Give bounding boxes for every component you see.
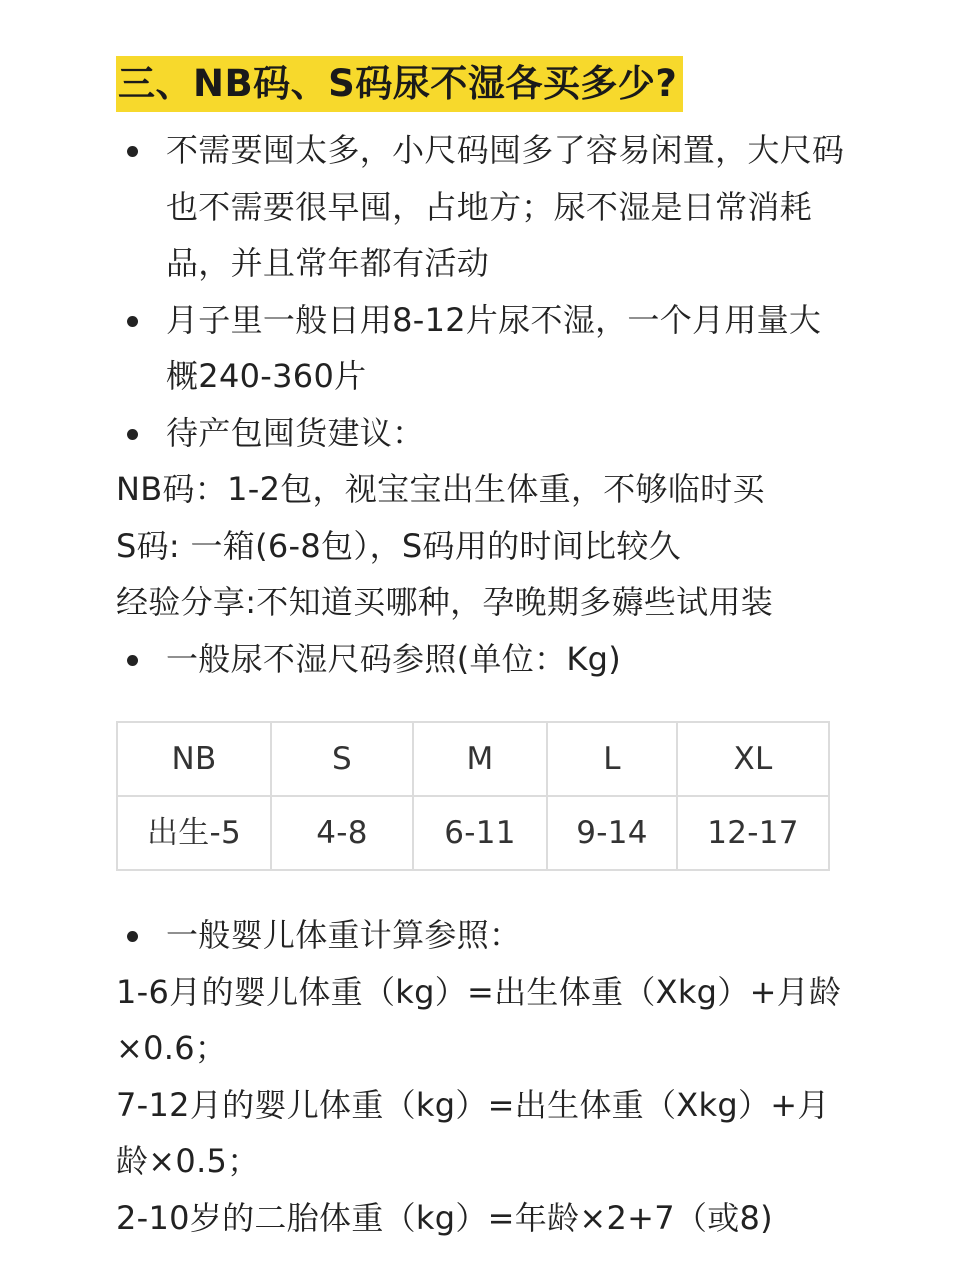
size-table-value-row	[117, 796, 829, 870]
size-header-cell: M	[413, 722, 547, 796]
formula-line: 7-12月的婴儿体重（kg）=出生体重（Xkg）+月龄×0.5；	[116, 1085, 830, 1180]
bullet-item: 待产包囤货建议：	[116, 405, 846, 462]
section-heading: 三、NB码、S码尿不湿各买多少?	[116, 56, 683, 112]
bullet-item: 不需要囤太多，小尺码囤多了容易闲置，大尺码也不需要很早囤，占地方；尿不湿是日常消耗品，并且常年都有活动	[116, 122, 846, 292]
advice-line: S码: 一箱(6-8包），S码用的时间比较久	[116, 526, 681, 565]
formula-line: 1-6月的婴儿体重（kg）=出生体重（Xkg）+月龄×0.6；	[116, 972, 842, 1067]
bullet-item: 月子里一般日用8-12片尿不湿，一个月用量大概240-360片	[116, 292, 846, 405]
size-header-cell: L	[547, 722, 677, 796]
size-value-cell: 出生-5	[117, 796, 271, 870]
size-value-cell: 12-17	[677, 796, 829, 870]
size-header-cell: NB	[117, 722, 271, 796]
size-table	[116, 721, 830, 871]
article-body	[116, 122, 846, 1246]
bullet-item: 一般尿不湿尺码参照(单位：Kg)	[116, 631, 846, 688]
advice-line: NB码：1-2包，视宝宝出生体重，不够临时买	[116, 470, 765, 508]
bullet-item: 一般婴儿体重计算参照：	[116, 907, 846, 964]
size-table-header-row	[117, 722, 829, 796]
size-value-cell: 9-14	[547, 796, 677, 870]
advice-line: 经验分享:不知道买哪种，孕晚期多薅些试用装	[116, 583, 774, 621]
formula-line: 2-10岁的二胎体重（kg）=年龄×2+7（或8)	[116, 1198, 773, 1237]
size-value-cell: 4-8	[271, 796, 413, 870]
size-value-cell: 6-11	[413, 796, 547, 870]
size-header-cell: S	[271, 722, 413, 796]
size-header-cell: XL	[677, 722, 829, 796]
